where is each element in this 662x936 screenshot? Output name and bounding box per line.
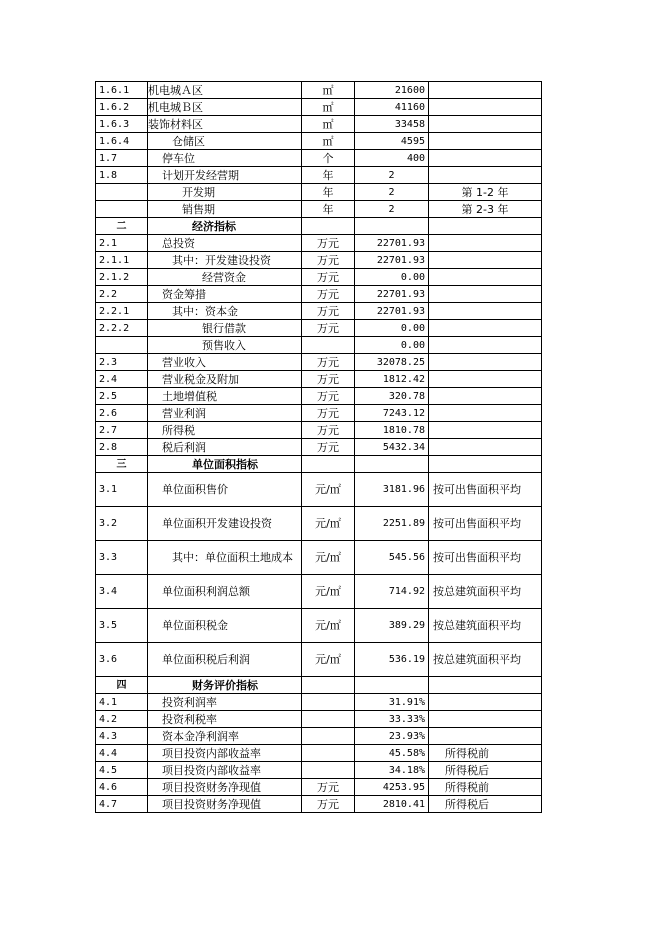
table-row <box>96 354 542 371</box>
row-number-cell <box>96 201 148 218</box>
item-name-cell: 单位面积开发建设投资 <box>148 507 302 541</box>
note-cell <box>429 269 542 286</box>
item-name-cell: 机电城Ａ区 <box>148 82 302 99</box>
unit-cell <box>302 694 355 711</box>
table-row <box>96 541 542 575</box>
item-name-cell: 项目投资内部收益率 <box>148 745 302 762</box>
table-row <box>96 133 542 150</box>
value-cell: 0.00 <box>355 337 429 354</box>
value-cell: 22701.93 <box>355 303 429 320</box>
value-cell: 22701.93 <box>355 235 429 252</box>
indicator-table <box>95 81 542 813</box>
unit-cell: 万元 <box>302 235 355 252</box>
unit-cell: 万元 <box>302 303 355 320</box>
table-row <box>96 762 542 779</box>
unit-cell: 万元 <box>302 439 355 456</box>
table-row <box>96 371 542 388</box>
item-name-cell: 投资利润率 <box>148 694 302 711</box>
value-cell: 0.00 <box>355 269 429 286</box>
unit-cell: ㎡ <box>302 82 355 99</box>
row-number-cell: 1.6.3 <box>96 116 148 133</box>
value-cell: 21600 <box>355 82 429 99</box>
row-number-cell: 3.1 <box>96 473 148 507</box>
unit-cell: 元/㎡ <box>302 507 355 541</box>
row-number-cell: 2.1.1 <box>96 252 148 269</box>
row-number-cell: 2.2.1 <box>96 303 148 320</box>
value-cell: 2 <box>355 184 429 201</box>
row-number-cell: 2.2.2 <box>96 320 148 337</box>
row-number-cell: 2.3 <box>96 354 148 371</box>
item-name-cell: 财务评价指标 <box>148 677 302 694</box>
note-cell <box>429 371 542 388</box>
table-row <box>96 609 542 643</box>
note-cell: 按可出售面积平均 <box>429 473 542 507</box>
value-cell: 22701.93 <box>355 252 429 269</box>
table-row <box>96 643 542 677</box>
table-row <box>96 303 542 320</box>
row-number-cell: 二 <box>96 218 148 235</box>
value-cell: 7243.12 <box>355 405 429 422</box>
row-number-cell: 3.5 <box>96 609 148 643</box>
row-number-cell: 2.1 <box>96 235 148 252</box>
table-row <box>96 184 542 201</box>
table-row <box>96 150 542 167</box>
unit-cell: 元/㎡ <box>302 643 355 677</box>
unit-cell: 万元 <box>302 405 355 422</box>
note-cell <box>429 422 542 439</box>
note-cell <box>429 167 542 184</box>
unit-cell: 万元 <box>302 320 355 337</box>
item-name-cell: 开发期 <box>148 184 302 201</box>
note-cell <box>429 82 542 99</box>
table-row <box>96 388 542 405</box>
table-row <box>96 320 542 337</box>
item-name-cell: 经营资金 <box>148 269 302 286</box>
note-cell <box>429 133 542 150</box>
value-cell <box>355 456 429 473</box>
unit-cell: 元/㎡ <box>302 575 355 609</box>
item-name-cell: 总投资 <box>148 235 302 252</box>
table-row <box>96 422 542 439</box>
unit-cell: ㎡ <box>302 133 355 150</box>
note-cell <box>429 235 542 252</box>
item-name-cell: 单位面积售价 <box>148 473 302 507</box>
row-number-cell: 3.2 <box>96 507 148 541</box>
item-name-cell: 银行借款 <box>148 320 302 337</box>
note-cell <box>429 728 542 745</box>
item-name-cell: 预售收入 <box>148 337 302 354</box>
unit-cell <box>302 728 355 745</box>
note-cell: 所得税前 <box>429 779 542 796</box>
value-cell: 23.93% <box>355 728 429 745</box>
unit-cell: 万元 <box>302 286 355 303</box>
value-cell: 32078.25 <box>355 354 429 371</box>
row-number-cell: 2.5 <box>96 388 148 405</box>
value-cell <box>355 218 429 235</box>
section-row <box>96 677 542 694</box>
unit-cell: 元/㎡ <box>302 541 355 575</box>
unit-cell: 年 <box>302 184 355 201</box>
unit-cell: 万元 <box>302 252 355 269</box>
section-row <box>96 218 542 235</box>
row-number-cell: 2.7 <box>96 422 148 439</box>
unit-cell: 万元 <box>302 269 355 286</box>
note-cell: 第 1-2 年 <box>429 184 542 201</box>
unit-cell: 年 <box>302 167 355 184</box>
item-name-cell: 销售期 <box>148 201 302 218</box>
row-number-cell: 2.4 <box>96 371 148 388</box>
table-row <box>96 99 542 116</box>
unit-cell <box>302 745 355 762</box>
note-cell: 所得税后 <box>429 762 542 779</box>
table-row <box>96 337 542 354</box>
item-name-cell: 装饰材料区 <box>148 116 302 133</box>
value-cell: 714.92 <box>355 575 429 609</box>
row-number-cell: 4.1 <box>96 694 148 711</box>
row-number-cell: 1.7 <box>96 150 148 167</box>
item-name-cell: 计划开发经营期 <box>148 167 302 184</box>
item-name-cell: 营业利润 <box>148 405 302 422</box>
row-number-cell: 1.6.2 <box>96 99 148 116</box>
item-name-cell: 营业税金及附加 <box>148 371 302 388</box>
indicator-table-body <box>96 82 542 813</box>
note-cell <box>429 711 542 728</box>
item-name-cell: 其中：单位面积土地成本 <box>148 541 302 575</box>
table-row <box>96 201 542 218</box>
value-cell: 545.56 <box>355 541 429 575</box>
value-cell: 3181.96 <box>355 473 429 507</box>
row-number-cell: 2.6 <box>96 405 148 422</box>
unit-cell: ㎡ <box>302 116 355 133</box>
note-cell <box>429 286 542 303</box>
table-row <box>96 235 542 252</box>
table-row <box>96 405 542 422</box>
unit-cell: 万元 <box>302 796 355 813</box>
unit-cell <box>302 218 355 235</box>
table-row <box>96 507 542 541</box>
unit-cell <box>302 711 355 728</box>
row-number-cell: 4.5 <box>96 762 148 779</box>
item-name-cell: 机电城Ｂ区 <box>148 99 302 116</box>
value-cell: 4253.95 <box>355 779 429 796</box>
item-name-cell: 仓储区 <box>148 133 302 150</box>
unit-cell: 元/㎡ <box>302 473 355 507</box>
note-cell <box>429 320 542 337</box>
note-cell <box>429 218 542 235</box>
unit-cell: 万元 <box>302 388 355 405</box>
value-cell: 5432.34 <box>355 439 429 456</box>
row-number-cell: 4.3 <box>96 728 148 745</box>
row-number-cell <box>96 337 148 354</box>
note-cell <box>429 252 542 269</box>
value-cell: 4595 <box>355 133 429 150</box>
value-cell: 2810.41 <box>355 796 429 813</box>
value-cell: 22701.93 <box>355 286 429 303</box>
table-row <box>96 439 542 456</box>
table-row <box>96 269 542 286</box>
item-name-cell: 单位面积指标 <box>148 456 302 473</box>
item-name-cell: 土地增值税 <box>148 388 302 405</box>
item-name-cell: 单位面积利润总额 <box>148 575 302 609</box>
table-row <box>96 286 542 303</box>
value-cell: 33458 <box>355 116 429 133</box>
table-row <box>96 252 542 269</box>
value-cell: 33.33% <box>355 711 429 728</box>
value-cell: 34.18% <box>355 762 429 779</box>
table-row <box>96 728 542 745</box>
value-cell: 320.78 <box>355 388 429 405</box>
note-cell <box>429 99 542 116</box>
value-cell: 45.58% <box>355 745 429 762</box>
note-cell <box>429 677 542 694</box>
value-cell: 389.29 <box>355 609 429 643</box>
row-number-cell: 3.4 <box>96 575 148 609</box>
row-number-cell: 3.3 <box>96 541 148 575</box>
table-row <box>96 711 542 728</box>
note-cell <box>429 388 542 405</box>
note-cell <box>429 354 542 371</box>
unit-cell: 个 <box>302 150 355 167</box>
unit-cell: 万元 <box>302 422 355 439</box>
value-cell: 536.19 <box>355 643 429 677</box>
table-row <box>96 745 542 762</box>
value-cell <box>355 677 429 694</box>
table-row <box>96 796 542 813</box>
table-row <box>96 779 542 796</box>
note-cell <box>429 150 542 167</box>
item-name-cell: 其中：开发建设投资 <box>148 252 302 269</box>
item-name-cell: 资金筹措 <box>148 286 302 303</box>
row-number-cell: 四 <box>96 677 148 694</box>
item-name-cell: 项目投资财务净现值 <box>148 796 302 813</box>
value-cell: 0.00 <box>355 320 429 337</box>
unit-cell: ㎡ <box>302 99 355 116</box>
item-name-cell: 税后利润 <box>148 439 302 456</box>
item-name-cell: 停车位 <box>148 150 302 167</box>
note-cell: 按可出售面积平均 <box>429 507 542 541</box>
item-name-cell: 资本金净利润率 <box>148 728 302 745</box>
note-cell: 按总建筑面积平均 <box>429 609 542 643</box>
table-row <box>96 116 542 133</box>
note-cell: 按可出售面积平均 <box>429 541 542 575</box>
unit-cell: 万元 <box>302 371 355 388</box>
unit-cell <box>302 337 355 354</box>
row-number-cell: 1.6.1 <box>96 82 148 99</box>
note-cell: 所得税前 <box>429 745 542 762</box>
section-row <box>96 456 542 473</box>
row-number-cell: 1.8 <box>96 167 148 184</box>
row-number-cell: 2.8 <box>96 439 148 456</box>
value-cell: 1812.42 <box>355 371 429 388</box>
item-name-cell: 其中：资本金 <box>148 303 302 320</box>
table-row <box>96 694 542 711</box>
note-cell: 所得税后 <box>429 796 542 813</box>
note-cell <box>429 116 542 133</box>
row-number-cell: 4.7 <box>96 796 148 813</box>
row-number-cell: 3.6 <box>96 643 148 677</box>
value-cell: 2251.89 <box>355 507 429 541</box>
value-cell: 400 <box>355 150 429 167</box>
item-name-cell: 单位面积税金 <box>148 609 302 643</box>
value-cell: 1810.78 <box>355 422 429 439</box>
item-name-cell: 项目投资财务净现值 <box>148 779 302 796</box>
note-cell: 第 2-3 年 <box>429 201 542 218</box>
row-number-cell: 1.6.4 <box>96 133 148 150</box>
value-cell: 2 <box>355 167 429 184</box>
row-number-cell <box>96 184 148 201</box>
item-name-cell: 营业收入 <box>148 354 302 371</box>
note-cell <box>429 405 542 422</box>
row-number-cell: 4.6 <box>96 779 148 796</box>
row-number-cell: 三 <box>96 456 148 473</box>
table-row <box>96 82 542 99</box>
note-cell <box>429 439 542 456</box>
note-cell <box>429 694 542 711</box>
unit-cell <box>302 677 355 694</box>
value-cell: 41160 <box>355 99 429 116</box>
row-number-cell: 4.2 <box>96 711 148 728</box>
note-cell: 按总建筑面积平均 <box>429 643 542 677</box>
table-row <box>96 575 542 609</box>
note-cell <box>429 337 542 354</box>
note-cell <box>429 456 542 473</box>
unit-cell: 万元 <box>302 779 355 796</box>
item-name-cell: 经济指标 <box>148 218 302 235</box>
value-cell: 2 <box>355 201 429 218</box>
table-row <box>96 473 542 507</box>
note-cell: 按总建筑面积平均 <box>429 575 542 609</box>
item-name-cell: 项目投资内部收益率 <box>148 762 302 779</box>
note-cell <box>429 303 542 320</box>
item-name-cell: 所得税 <box>148 422 302 439</box>
unit-cell: 年 <box>302 201 355 218</box>
row-number-cell: 4.4 <box>96 745 148 762</box>
row-number-cell: 2.2 <box>96 286 148 303</box>
row-number-cell: 2.1.2 <box>96 269 148 286</box>
unit-cell <box>302 762 355 779</box>
item-name-cell: 单位面积税后利润 <box>148 643 302 677</box>
value-cell: 31.91% <box>355 694 429 711</box>
unit-cell <box>302 456 355 473</box>
table-row <box>96 167 542 184</box>
item-name-cell: 投资利税率 <box>148 711 302 728</box>
unit-cell: 万元 <box>302 354 355 371</box>
unit-cell: 元/㎡ <box>302 609 355 643</box>
